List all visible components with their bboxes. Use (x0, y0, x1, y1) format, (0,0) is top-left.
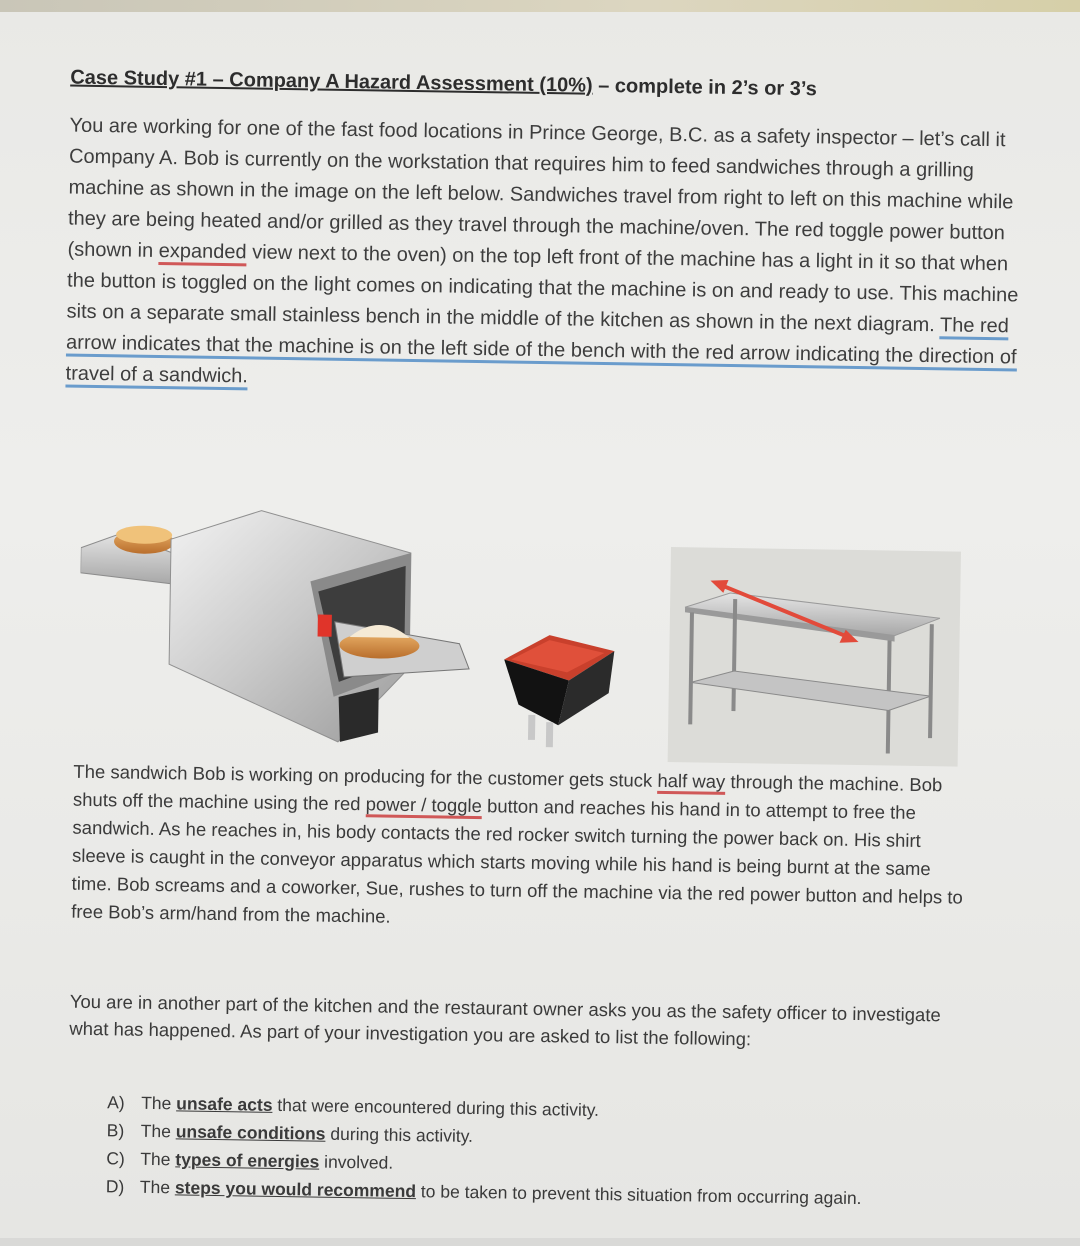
rocker-switch-image (503, 634, 615, 748)
question-letter: A) (107, 1092, 125, 1113)
title-suffix: – complete in 2’s or 3’s (592, 74, 817, 101)
question-letter: B) (106, 1120, 125, 1141)
question-keyword: steps you would recommend (174, 1177, 417, 1202)
question-pre: The (140, 1148, 176, 1170)
intro-underlined-red: expanded (159, 240, 247, 266)
question-letter: D) (105, 1176, 125, 1197)
question-pre: The (139, 1176, 176, 1198)
figure-row (78, 493, 972, 767)
investigation-paragraph: You are in another part of the kitchen and the restaurant owner asks you as the safety officer to investigate what has happened. As part of your investigation you are asked to list the following: (69, 990, 941, 1050)
question-list (106, 1088, 928, 1213)
page-title (70, 67, 817, 102)
conveyor-grill-image (78, 508, 472, 744)
document-page (0, 2, 1080, 1246)
question-keyword: unsafe conditions (175, 1121, 326, 1144)
question-pre: The (141, 1092, 177, 1114)
question-post: that were encountered during this activity. (272, 1094, 600, 1120)
question-keyword: types of energies (175, 1149, 320, 1172)
question-keyword: unsafe acts (176, 1093, 273, 1115)
question-letter: C) (106, 1148, 125, 1169)
incident-underlined-half-way: half way (657, 770, 725, 795)
intro-text-1: You are working for one of the fast food locations in Prince George, B.C. as a safety inspector – let’s call it Company A. Bob is currently on the workstation that requires him to feed sandwiches through a grilling machine as shown in the image on the left below. Sandwiches travel from right to left on this machine while they are being heated and/or grilled as they travel through the machine/oven. The red toggle power button (shown in (67, 114, 1014, 262)
question-post: involved. (319, 1151, 394, 1173)
incident-text-c: button and reaches his hand in to attempt to free the sandwich. As he reaches in, his body contacts the red rocker switch turning the power back on. His shirt sleeve is caught in the conveyor apparatus which starts moving while his hand is being burnt at the same time. Bob screams and a coworker, Sue, rushes to turn off the machine via the red power button and helps to free Bob’s arm/hand from the machine. (71, 795, 963, 927)
incident-text-b: through the machine. Bob shuts off the machine using the red (72, 770, 943, 815)
question-pre: The (140, 1120, 176, 1142)
intro-text-2: view next to the oven) on the top left front of the machine has a light in it so that when the button is toggled on the light comes on indicating that the machine is on and ready to use. This machine sits on a separate small stainless bench in the middle of the kitchen as shown in the next diagram. (66, 241, 1019, 337)
title-underlined: Case Study #1 – Company A Hazard Assessment (10%) (70, 66, 593, 97)
incident-underlined-power-toggle: power / toggle (365, 793, 482, 819)
question-post: during this activity. (325, 1123, 474, 1147)
question-post: to be taken to prevent this situation from occurring again. (415, 1181, 862, 1209)
intro-paragraph (65, 111, 1024, 405)
incident-text-a: The sandwich Bob is working on producing for the customer gets stuck (73, 760, 658, 791)
intro-underlined-blue: The red arrow indicates that the machine is on the left side of the bench with the red arrow indicating the direction of travel of a sandwich. (65, 314, 1016, 390)
incident-paragraph (71, 758, 974, 940)
stainless-bench-image (667, 547, 961, 767)
